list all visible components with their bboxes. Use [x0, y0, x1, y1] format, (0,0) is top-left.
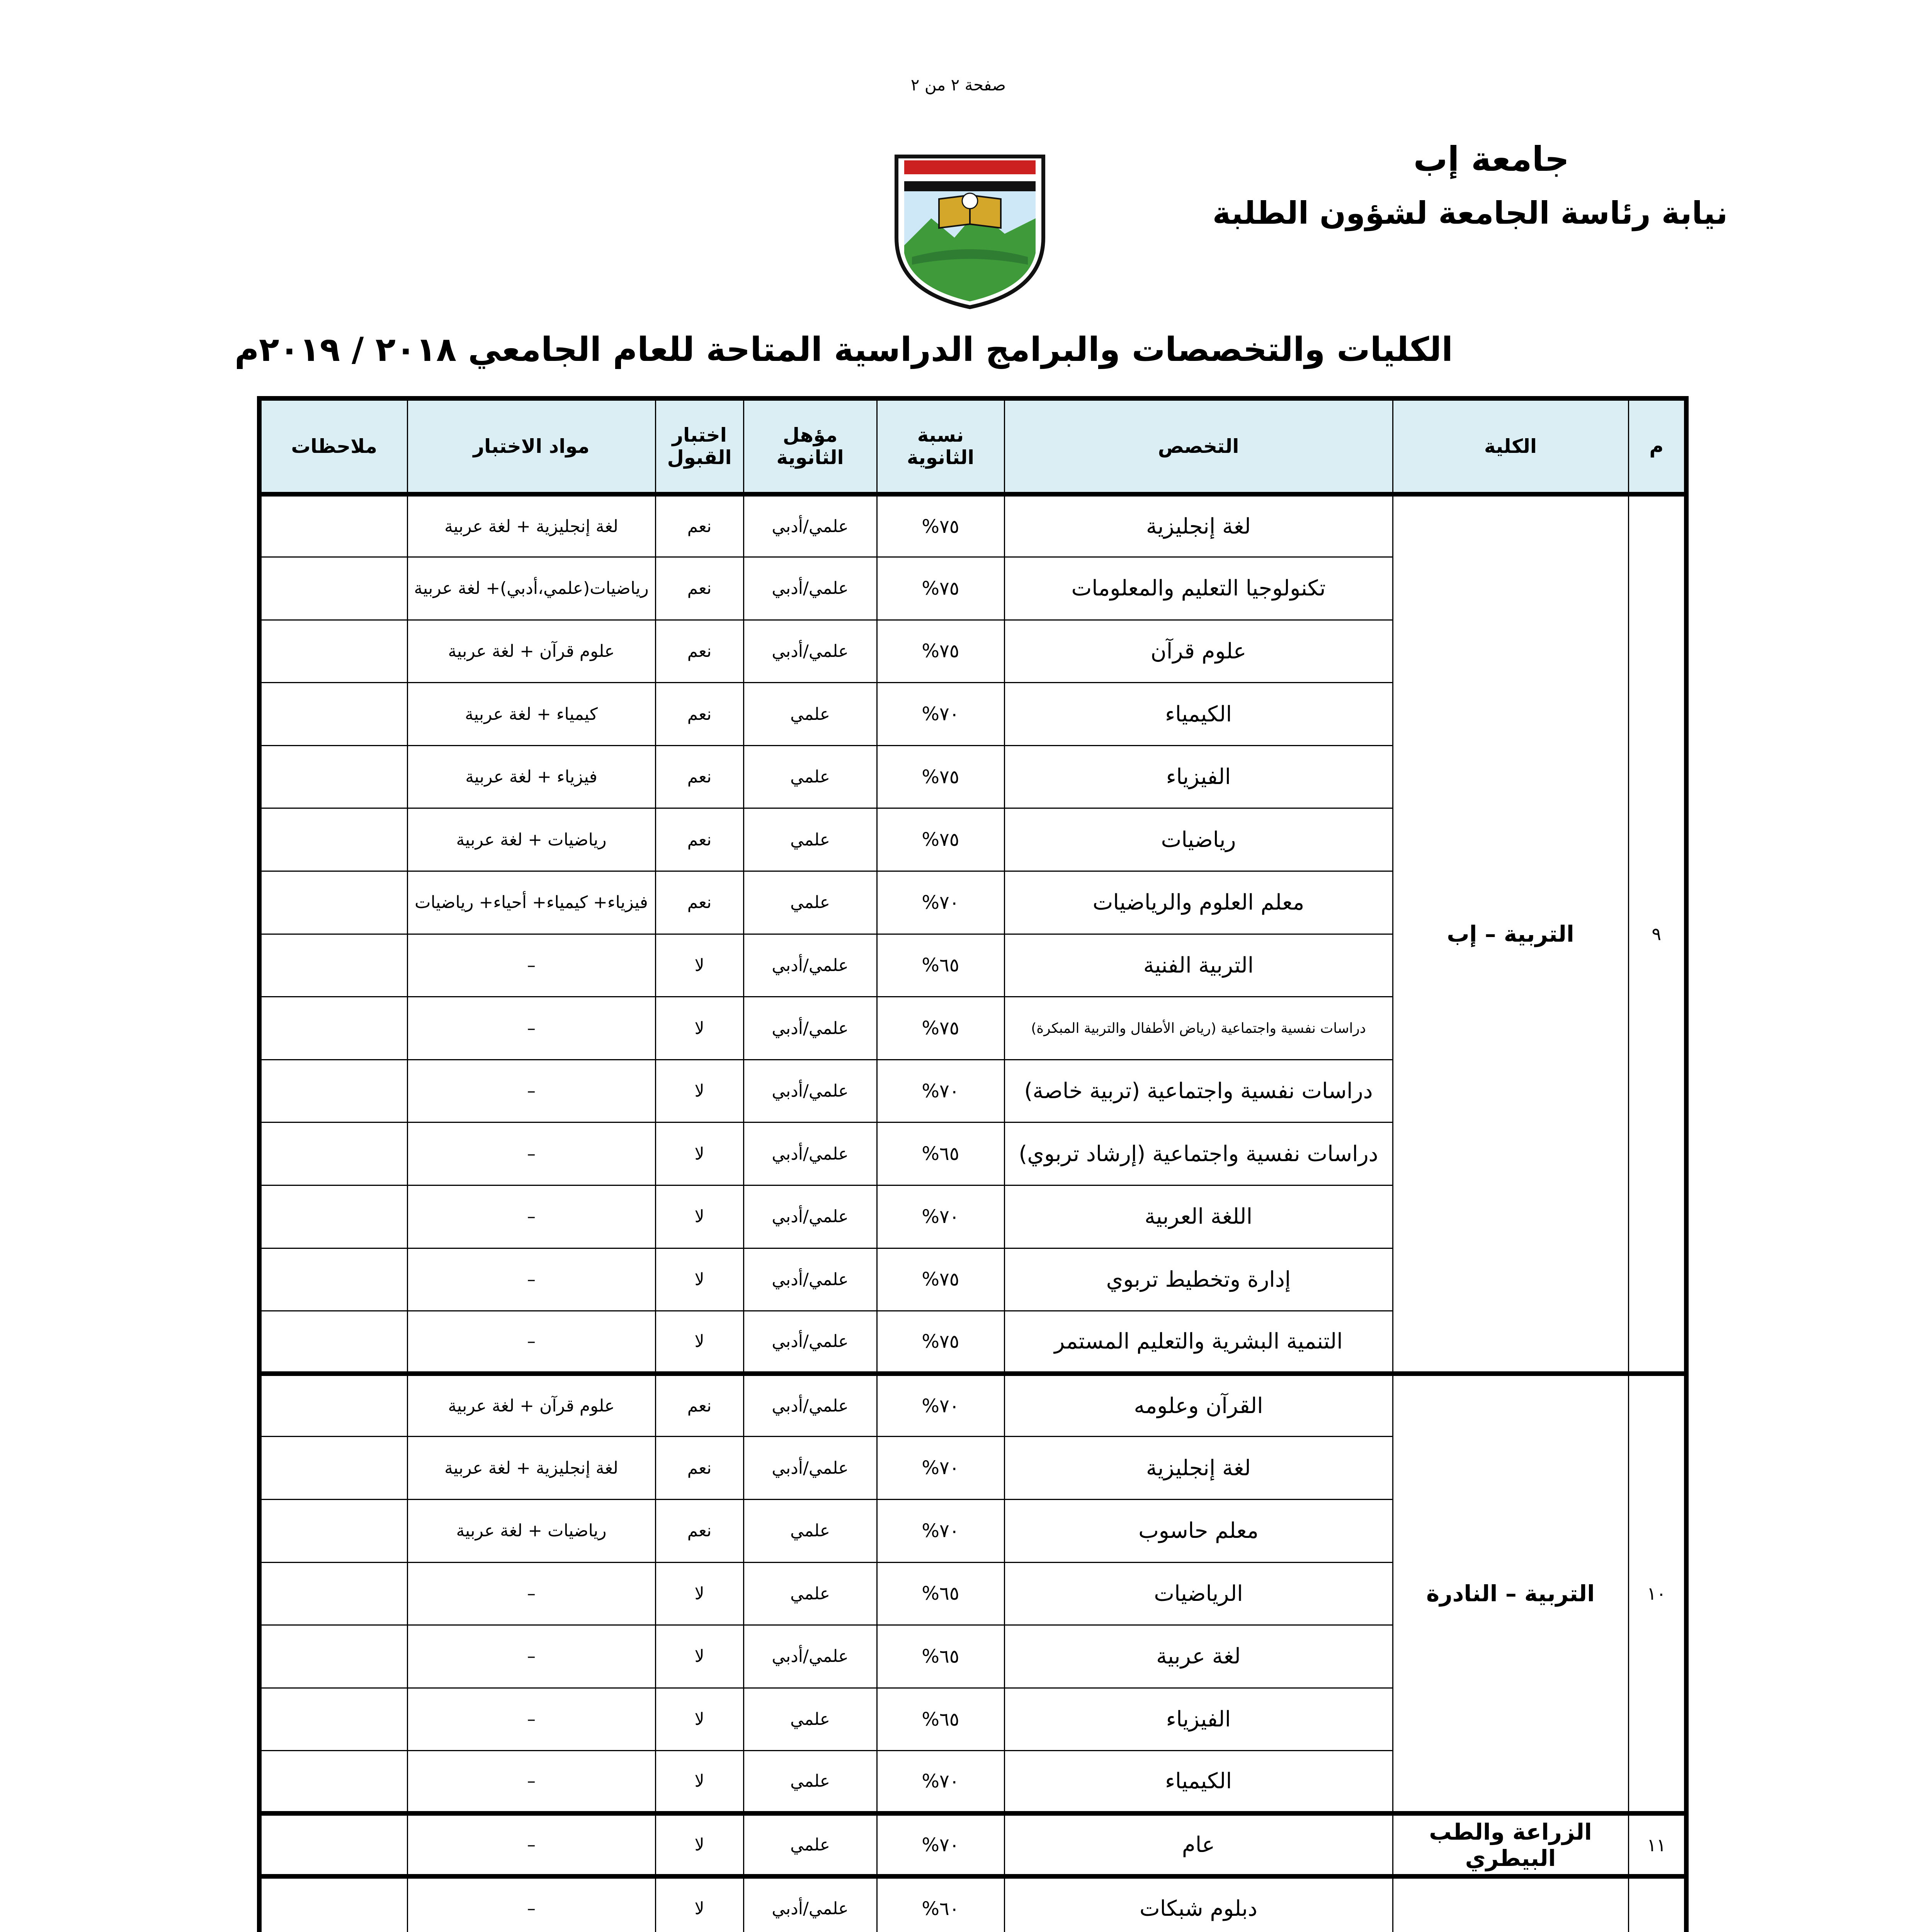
ratio-cell: ٧٠%	[877, 1500, 1004, 1563]
qualification-cell: علمي/أدبي	[743, 997, 877, 1060]
header-specialization: التخصص	[1004, 398, 1393, 494]
specialization-cell: دراسات نفسية واجتماعية (تربية خاصة)	[1004, 1060, 1393, 1122]
ratio-cell: ٦٠%	[877, 1876, 1004, 1932]
subjects-cell: لغة إنجليزية + لغة عربية	[407, 494, 655, 557]
qualification-cell: علمي/أدبي	[743, 557, 877, 620]
subjects-cell: –	[407, 1625, 655, 1688]
specialization-cell: لغة إنجليزية	[1004, 494, 1393, 557]
specialization-cell: علوم قرآن	[1004, 620, 1393, 683]
exam-cell: نعم	[655, 1374, 743, 1437]
qualification-cell: علمي	[743, 1562, 877, 1625]
subjects-cell: رياضيات + لغة عربية	[407, 808, 655, 871]
notes-cell	[259, 871, 407, 934]
subjects-cell: علوم قرآن + لغة عربية	[407, 1374, 655, 1437]
table-body	[259, 494, 1686, 1932]
qualification-cell: علمي/أدبي	[743, 494, 877, 557]
notes-cell	[259, 1625, 407, 1688]
table-row	[259, 1374, 1686, 1437]
exam-cell: لا	[655, 1311, 743, 1374]
ratio-cell: ٧٠%	[877, 1437, 1004, 1500]
qualification-cell: علمي	[743, 1500, 877, 1563]
department-name: نيابة رئاسة الجامعة لشؤون الطلبة	[1212, 195, 1728, 231]
exam-cell: لا	[655, 934, 743, 997]
ratio-cell: ٧٠%	[877, 1813, 1004, 1876]
specialization-cell: معلم العلوم والرياضيات	[1004, 871, 1393, 934]
specialization-cell: الفيزياء	[1004, 745, 1393, 808]
subjects-cell: –	[407, 1248, 655, 1311]
specialization-cell: رياضيات	[1004, 808, 1393, 871]
specialization-cell: دبلوم شبكات	[1004, 1876, 1393, 1932]
specialization-cell: القرآن وعلومه	[1004, 1374, 1393, 1437]
notes-cell	[259, 1437, 407, 1500]
notes-cell	[259, 808, 407, 871]
specialization-cell: الرياضيات	[1004, 1562, 1393, 1625]
subjects-cell: –	[407, 1562, 655, 1625]
subjects-cell: –	[407, 1876, 655, 1932]
ratio-cell: ٦٥%	[877, 1562, 1004, 1625]
ratio-cell: ٧٠%	[877, 1374, 1004, 1437]
specialization-cell: عام	[1004, 1813, 1393, 1876]
exam-cell: لا	[655, 1248, 743, 1311]
qualification-cell: علمي/أدبي	[743, 1122, 877, 1185]
qualification-cell: علمي	[743, 808, 877, 871]
exam-cell: لا	[655, 1562, 743, 1625]
exam-cell: لا	[655, 1185, 743, 1248]
exam-cell: نعم	[655, 1500, 743, 1563]
ratio-cell: ٧٥%	[877, 745, 1004, 808]
specialization-cell: لغة عربية	[1004, 1625, 1393, 1688]
ratio-cell: ٦٥%	[877, 934, 1004, 997]
exam-cell: لا	[655, 1751, 743, 1814]
table-header-row	[259, 398, 1686, 494]
university-name: جامعة إب	[1413, 139, 1569, 179]
notes-cell	[259, 1562, 407, 1625]
qualification-cell: علمي/أدبي	[743, 1437, 877, 1500]
header-notes: ملاحظات	[259, 398, 407, 494]
header-qualification: مؤهل الثانوية	[743, 398, 877, 494]
table-row	[259, 1813, 1686, 1876]
subjects-cell: –	[407, 1185, 655, 1248]
qualification-cell: علمي/أدبي	[743, 620, 877, 683]
college-name: الزراعة والطب البيطري	[1393, 1813, 1628, 1876]
exam-cell: لا	[655, 1813, 743, 1876]
qualification-cell: علمي	[743, 1813, 877, 1876]
college-name	[1393, 1876, 1628, 1932]
college-name: التربية – النادرة	[1393, 1374, 1628, 1813]
notes-cell	[259, 934, 407, 997]
subjects-cell: فيزياء + لغة عربية	[407, 745, 655, 808]
exam-cell: لا	[655, 1060, 743, 1122]
subjects-cell: –	[407, 1813, 655, 1876]
ratio-cell: ٧٥%	[877, 494, 1004, 557]
qualification-cell: علمي	[743, 683, 877, 746]
specialization-cell: دراسات نفسية واجتماعية (إرشاد تربوي)	[1004, 1122, 1393, 1185]
exam-cell: نعم	[655, 557, 743, 620]
ratio-cell: ٧٥%	[877, 997, 1004, 1060]
ratio-cell: ٧٠%	[877, 683, 1004, 746]
subjects-cell: فيزياء+ كيمياء+ أحياء+ رياضيات	[407, 871, 655, 934]
ratio-cell: ٧٥%	[877, 557, 1004, 620]
specialization-cell: تكنولوجيا التعليم والمعلومات	[1004, 557, 1393, 620]
notes-cell	[259, 997, 407, 1060]
ratio-cell: ٧٥%	[877, 808, 1004, 871]
header-num: م	[1628, 398, 1686, 494]
qualification-cell: علمي	[743, 1688, 877, 1751]
subjects-cell: –	[407, 1311, 655, 1374]
subjects-cell: كيمياء + لغة عربية	[407, 683, 655, 746]
header-college: الكلية	[1393, 398, 1628, 494]
document-title: الكليات والتخصصات والبرامج الدراسية المتاحة للعام الجامعي ٢٠١٨ / ٢٠١٩م	[235, 330, 1453, 369]
specialization-cell: دراسات نفسية واجتماعية (رياض الأطفال والتربية المبكرة)	[1004, 997, 1393, 1060]
qualification-cell: علمي/أدبي	[743, 934, 877, 997]
notes-cell	[259, 557, 407, 620]
subjects-cell: –	[407, 934, 655, 997]
exam-cell: لا	[655, 1688, 743, 1751]
college-name: التربية – إب	[1393, 494, 1628, 1374]
qualification-cell: علمي	[743, 745, 877, 808]
qualification-cell: علمي/أدبي	[743, 1185, 877, 1248]
notes-cell	[259, 1060, 407, 1122]
row-number: ١١	[1628, 1813, 1686, 1876]
qualification-cell: علمي	[743, 871, 877, 934]
subjects-cell: –	[407, 1060, 655, 1122]
exam-cell: نعم	[655, 745, 743, 808]
table-row	[259, 494, 1686, 557]
subjects-cell: –	[407, 997, 655, 1060]
notes-cell	[259, 1500, 407, 1563]
qualification-cell: علمي	[743, 1751, 877, 1814]
qualification-cell: علمي/أدبي	[743, 1248, 877, 1311]
qualification-cell: علمي/أدبي	[743, 1311, 877, 1374]
exam-cell: نعم	[655, 1437, 743, 1500]
exam-cell: نعم	[655, 683, 743, 746]
exam-cell: لا	[655, 1876, 743, 1932]
subjects-cell: رياضيات(علمي،أدبي)+ لغة عربية	[407, 557, 655, 620]
subjects-cell: علوم قرآن + لغة عربية	[407, 620, 655, 683]
ratio-cell: ٧٠%	[877, 871, 1004, 934]
notes-cell	[259, 745, 407, 808]
specialization-cell: اللغة العربية	[1004, 1185, 1393, 1248]
exam-cell: نعم	[655, 494, 743, 557]
notes-cell	[259, 1248, 407, 1311]
ratio-cell: ٧٠%	[877, 1060, 1004, 1122]
header-subjects: مواد الاختبار	[407, 398, 655, 494]
exam-cell: نعم	[655, 871, 743, 934]
specialization-cell: الكيمياء	[1004, 1751, 1393, 1814]
specialization-cell: إدارة وتخطيط تربوي	[1004, 1248, 1393, 1311]
specialization-cell: التربية الفنية	[1004, 934, 1393, 997]
subjects-cell: –	[407, 1688, 655, 1751]
qualification-cell: علمي/أدبي	[743, 1625, 877, 1688]
row-number: ٩	[1628, 494, 1686, 1374]
specialization-cell: التنمية البشرية والتعليم المستمر	[1004, 1311, 1393, 1374]
row-number	[1628, 1876, 1686, 1932]
notes-cell	[259, 494, 407, 557]
university-logo	[889, 141, 1051, 311]
ratio-cell: ٦٥%	[877, 1688, 1004, 1751]
ratio-cell: ٦٥%	[877, 1625, 1004, 1688]
header-ratio: نسبة الثانوية	[877, 398, 1004, 494]
qualification-cell: علمي/أدبي	[743, 1374, 877, 1437]
programs-table	[257, 396, 1689, 1932]
ratio-cell: ٧٠%	[877, 1185, 1004, 1248]
specialization-cell: الكيمياء	[1004, 683, 1393, 746]
notes-cell	[259, 1374, 407, 1437]
qualification-cell: علمي/أدبي	[743, 1876, 877, 1932]
ratio-cell: ٧٥%	[877, 1248, 1004, 1311]
row-number: ١٠	[1628, 1374, 1686, 1813]
subjects-cell: لغة إنجليزية + لغة عربية	[407, 1437, 655, 1500]
subjects-cell: رياضيات + لغة عربية	[407, 1500, 655, 1563]
ratio-cell: ٧٥%	[877, 620, 1004, 683]
ratio-cell: ٧٥%	[877, 1311, 1004, 1374]
exam-cell: لا	[655, 1625, 743, 1688]
exam-cell: لا	[655, 997, 743, 1060]
notes-cell	[259, 1122, 407, 1185]
exam-cell: لا	[655, 1122, 743, 1185]
specialization-cell: لغة إنجليزية	[1004, 1437, 1393, 1500]
notes-cell	[259, 683, 407, 746]
header-exam: اختبار القبول	[655, 398, 743, 494]
subjects-cell: –	[407, 1751, 655, 1814]
page-number: صفحة ٢ من ٢	[910, 75, 1006, 94]
notes-cell	[259, 1311, 407, 1374]
notes-cell	[259, 620, 407, 683]
notes-cell	[259, 1688, 407, 1751]
notes-cell	[259, 1876, 407, 1932]
ratio-cell: ٧٠%	[877, 1751, 1004, 1814]
qualification-cell: علمي/أدبي	[743, 1060, 877, 1122]
specialization-cell: الفيزياء	[1004, 1688, 1393, 1751]
specialization-cell: معلم حاسوب	[1004, 1500, 1393, 1563]
subjects-cell: –	[407, 1122, 655, 1185]
notes-cell	[259, 1751, 407, 1814]
table-row	[259, 1876, 1686, 1932]
exam-cell: نعم	[655, 620, 743, 683]
notes-cell	[259, 1813, 407, 1876]
ratio-cell: ٦٥%	[877, 1122, 1004, 1185]
exam-cell: نعم	[655, 808, 743, 871]
notes-cell	[259, 1185, 407, 1248]
